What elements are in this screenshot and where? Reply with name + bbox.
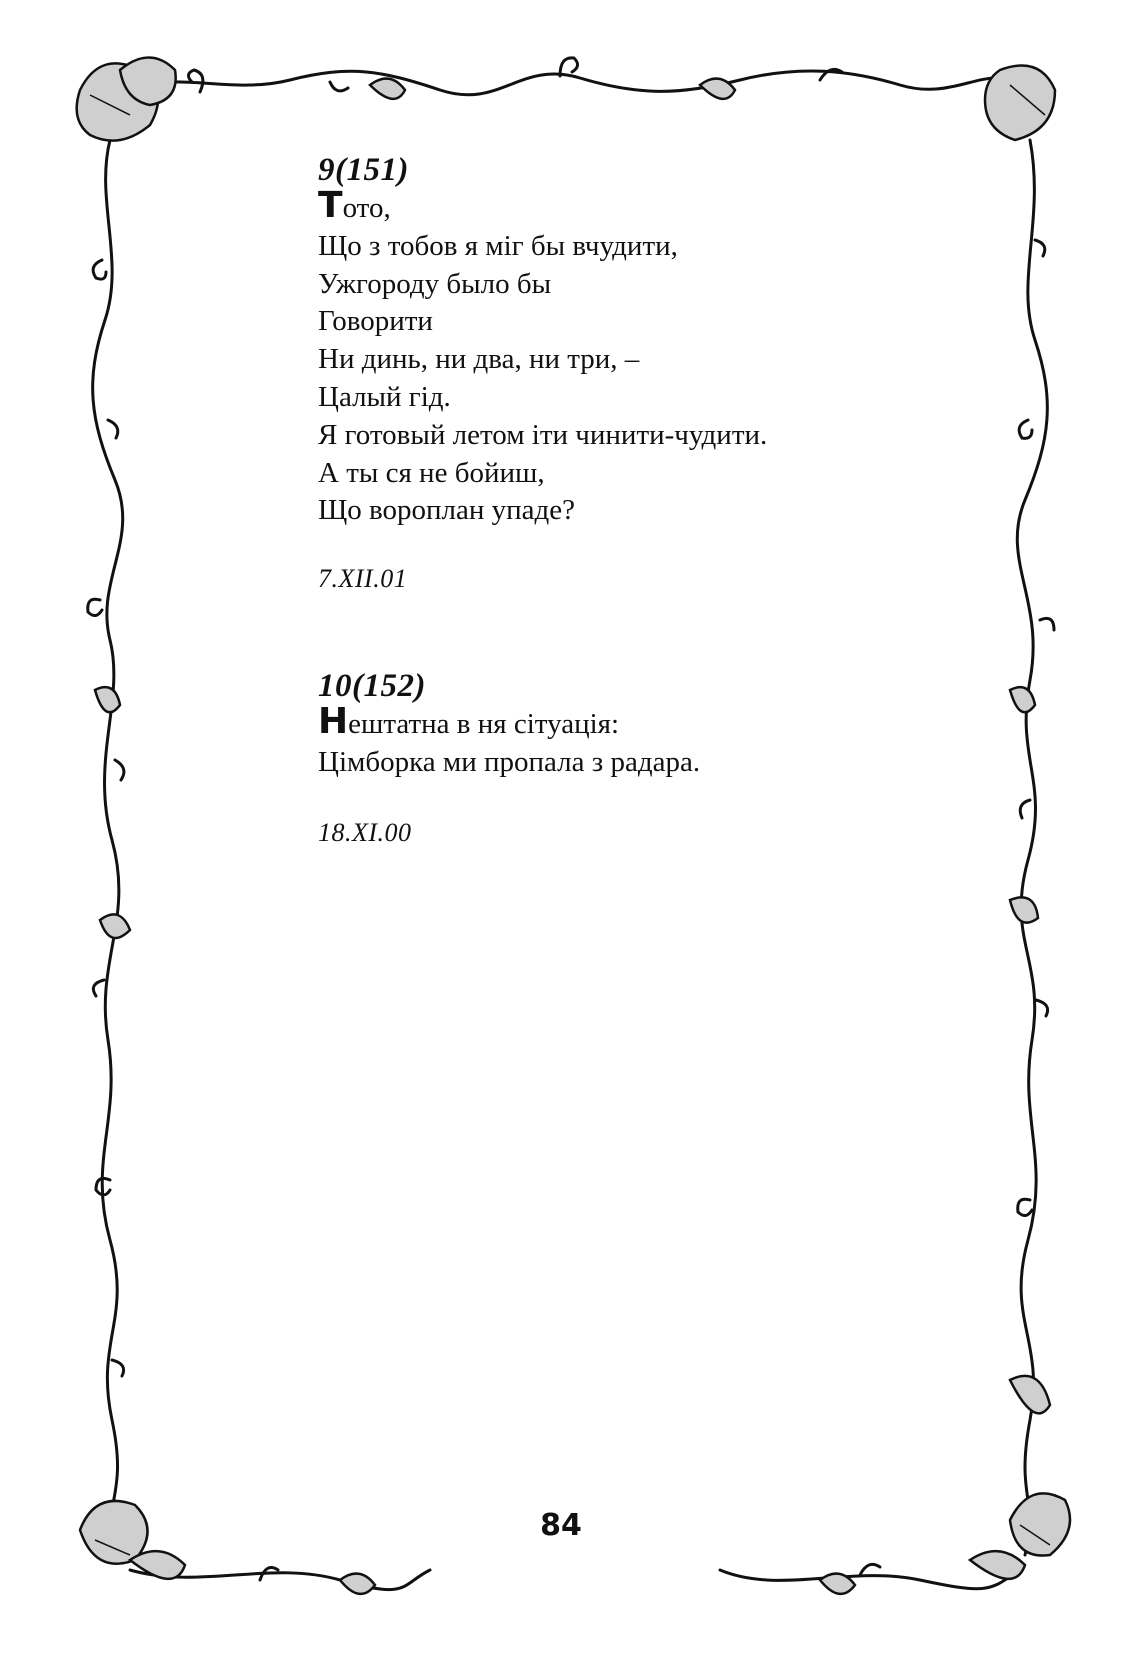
- poem-content: [318, 150, 958, 848]
- poem-line: Я готовый летом іти чинити-чудити.: [318, 418, 768, 451]
- poem-line: [318, 701, 958, 744]
- page-number: 84: [540, 1508, 582, 1543]
- poem-line: Що вороплан упаде?: [318, 494, 576, 527]
- poem-line: Цімборка ми пропала з радара.: [318, 745, 701, 778]
- first-line-text: ото,: [342, 192, 391, 224]
- drop-cap: Т: [318, 185, 343, 226]
- poem-line: Що з тобов я міг бы вчудити,: [318, 229, 678, 262]
- poem-line: Цалый гід.: [318, 380, 451, 413]
- poem-line: Ни динь, ни два, ни три, –: [318, 343, 640, 376]
- poem-line: А ты ся не бойиш,: [318, 456, 545, 489]
- poem-number: 9(151): [318, 152, 409, 188]
- drop-cap: Н: [318, 701, 349, 743]
- poem-date: 18.XI.00: [318, 817, 412, 847]
- poem-line: Говорити: [318, 305, 433, 338]
- poem: [318, 150, 958, 594]
- poem-date: 7.XII.01: [318, 564, 408, 594]
- first-line-text: ештатна в ня сітуація:: [348, 708, 620, 741]
- poem-line: [318, 185, 958, 228]
- poem-line: Ужгороду было бы: [318, 267, 552, 300]
- poem: [318, 666, 958, 848]
- poem-number: 10(152): [318, 668, 426, 705]
